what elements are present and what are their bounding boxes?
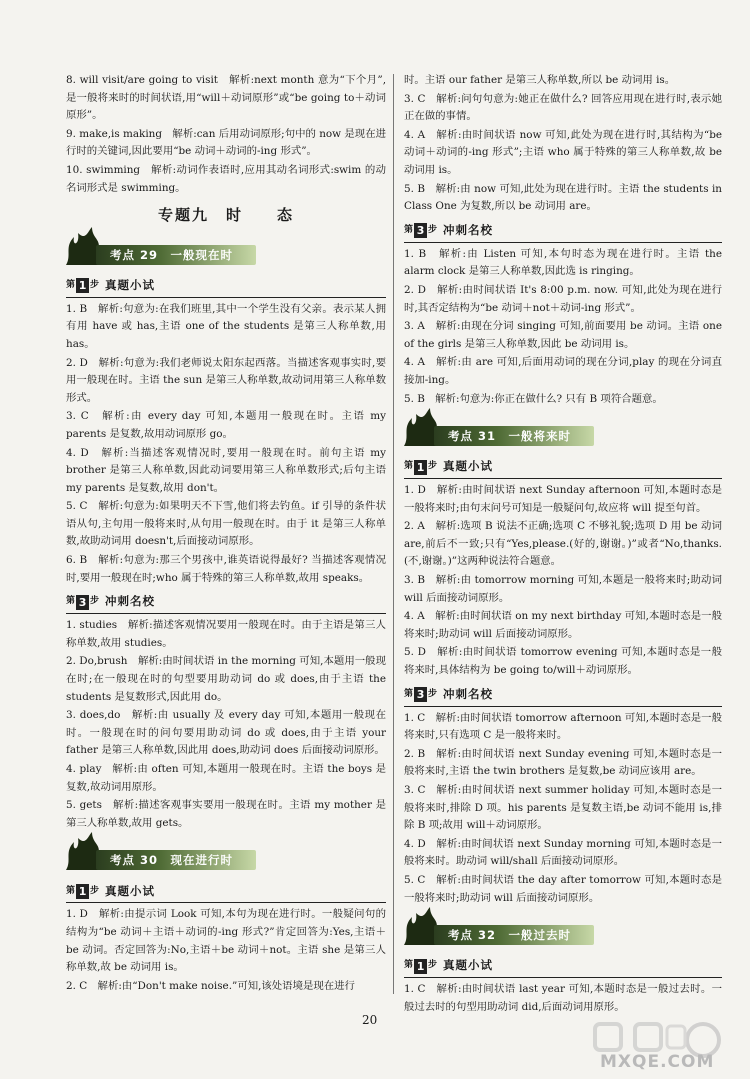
answer-item: 8. will visit/are going to visit 解析:next month 意为“下个月”,是一般将来时的时间状语,用“will＋动词原形”或“be going to＋动词原形”。 <box>66 74 386 122</box>
step-suffix: 步 <box>428 688 438 699</box>
topic-label: 考点 29 一般现在时 <box>110 247 234 262</box>
answer-item: 10. swimming 解析:动词作表语时,应用其动名词形式:swim 的动名词形式是 swimming。 <box>66 163 386 194</box>
pre-items <box>66 72 386 197</box>
answer-item: 4. A 解析:由时间状语 now 可知,此处为现在进行时,其结构为“be 动词＋动词的-ing 形式”;主语 who 属于特殊的第三人称单数,故 be 动词用 is。 <box>404 128 722 176</box>
answer-item: 1. D 解析:由提示词 Look 可知,本句为现在进行时。一般疑问句的结构为“be 动词＋主语＋动词的-ing 形式?”肯定回答为:Yes,主语＋be 动词。否定回答为:No,主语＋be 动词＋not。主语 she 是第三人称单数,故 be 动词用 is。 <box>66 908 386 974</box>
page-number: 20 <box>362 1013 378 1027</box>
step-3-header <box>404 686 722 707</box>
step-title: 真题小试 <box>443 459 494 474</box>
answer-item: 2. D 解析:句意为:我们老师说太阳东起西落。当描述客观事实时,要用一般现在时。主语 the sun 是第三人称单数,故动词用第三人称单数形式。 <box>66 356 386 404</box>
topic-30-step-1-continued <box>404 72 722 216</box>
answer-item: 2. D 解析:由时间状语 It's 8:00 p.m. now. 可知,此处为现在进行时,其否定结构为“be 动词＋not＋动词-ing 形式”。 <box>404 283 722 314</box>
topic-label: 考点 32 一般过去时 <box>448 928 572 943</box>
answer-item: 1. B 解析:由 Listen 可知,本句时态为现在进行时。主语 the alarm clock 是第三人称单数,因此选 is ringing。 <box>404 247 722 278</box>
topic-31-step-1-list <box>404 482 722 680</box>
step-1-header <box>66 882 386 903</box>
step-number-3: 3 <box>76 595 89 610</box>
answer-item: 5. D 解析:由时间状语 tomorrow evening 可知,本题时态是一般将来时,具体结构为 be going to/will＋动词原形。 <box>404 646 722 677</box>
step-title: 冲刺名校 <box>443 686 494 701</box>
step-suffix: 步 <box>428 224 438 235</box>
answer-item: 6. B 解析:句意为:那三个男孩中,谁英语说得最好? 当描述客观情况时,要用一般现在时;who 属于特殊的第三人称单数,故用 speaks。 <box>66 554 386 584</box>
step-number-3: 3 <box>414 223 427 238</box>
step-prefix: 第 <box>404 960 414 971</box>
answer-item: 5. B 解析:句意为:你正在做什么? 只有 B 项符合题意。 <box>404 392 663 405</box>
answer-item: 4. D 解析:由时间状语 next Sunday morning 可知,本题时态是一般将来时。助动词 will/shall 后面接动词原形。 <box>404 837 722 868</box>
answer-item: 3. C 解析:由时间状语 next summer holiday 可知,本题时态是一般将来时,排除 D 项。his parents 是复数主语,be 动词不能用 is,排除 B 项;故用 will＋动词原形。 <box>404 784 722 832</box>
topic-31-banner <box>404 412 722 452</box>
topic-29-step-1-list <box>66 301 386 588</box>
answer-item: 5. B 解析:由 now 可知,此处为现在进行时。主语 the students in Class One 为复数,所以 be 动词用 are。 <box>404 182 722 213</box>
step-number-3: 3 <box>414 687 427 702</box>
answer-item: 2. B 解析:由时间状语 next Sunday evening 可知,本题时态是一般将来时,主语 the twin brothers 是复数,be 动词应该用 are。 <box>404 747 722 778</box>
topic-32-step-1-list <box>404 981 722 1016</box>
topic-30-step-3-list <box>404 246 722 408</box>
column-divider <box>393 74 394 994</box>
step-suffix: 步 <box>90 885 100 896</box>
answer-item: 9. make,is making 解析:can 后用动词原形;句中的 now 是现在进行时的关键词,因此要用“be 动词＋动词的-ing 形式”。 <box>66 127 386 158</box>
step-1-header <box>404 458 722 479</box>
answer-item: 时。主语 our father 是第三人称单数,所以 be 动词用 is。 <box>404 74 676 86</box>
answer-item: 1. B 解析:句意为:在我们班里,其中一个学生没有父亲。表示某人拥有用 have 或 has,主语 one of the students 是第三人称单数,用 has。 <box>66 302 386 350</box>
answer-item: 3. C 解析:由 every day 可知,本题用一般现在时。主语 my parents 是复数,故用动词原形 go。 <box>66 410 386 440</box>
answer-item: 1. D 解析:由时间状语 next Sunday afternoon 可知,本题时态是一般将来时;由句末问号可知是一般疑问句,故应将 will 提至句首。 <box>404 484 722 514</box>
answer-item: 2. A 解析:选项 B 说法不正确;选项 C 不够礼貌;选项 D 用 be 动词 are,前后不一致;只有“Yes,please.(好的,谢谢。)”或者“No,thanks.(不,谢谢。)”这两种说法符合题意。 <box>404 520 722 568</box>
step-title: 冲刺名校 <box>105 594 156 609</box>
left-column <box>66 72 386 996</box>
step-3-header <box>404 222 722 243</box>
step-suffix: 步 <box>90 596 100 607</box>
topic-label: 考点 31 一般将来时 <box>448 429 572 444</box>
topic-30-banner <box>66 836 386 876</box>
answer-item: 5. C 解析:由时间状语 the day after tomorrow 可知,本题时态是一般将来时;助动词 will 后面接动词原形。 <box>404 873 722 904</box>
step-suffix: 步 <box>90 279 100 290</box>
answer-item: 3. C 解析:问句句意为:她正在做什么? 回答应用现在进行时,表示她正在做的事情。 <box>404 92 722 123</box>
step-1-header <box>404 957 722 978</box>
step-title: 冲刺名校 <box>443 222 494 237</box>
step-title: 真题小试 <box>443 958 494 973</box>
topic-29-banner <box>66 231 386 271</box>
answer-item: 1. C 解析:由时间状语 tomorrow afternoon 可知,本题时态是一般将来时,只有选项 C 是一般将来时。 <box>404 711 722 742</box>
answer-item: 4. A 解析:由时间状语 on my next birthday 可知,本题时态是一般将来时;助动词 will 后面接动词原形。 <box>404 610 722 640</box>
step-suffix: 步 <box>428 960 438 971</box>
step-title: 真题小试 <box>105 883 156 898</box>
answer-item: 3. B 解析:由 tomorrow morning 可知,本题是一般将来时;助动词 will 后面接动词原形。 <box>404 574 722 604</box>
answer-item: 2. Do,brush 解析:由时间状语 in the morning 可知,本题用一般现在时;在一般现在时的句型要用助动词 do 或 does,由于主语 the students 是复数形式,因此用 do。 <box>66 655 386 703</box>
answer-item: 4. play 解析:由 often 可知,本题用一般现在时。主语 the boys 是复数,故动词用原形。 <box>66 763 386 793</box>
step-number-1: 1 <box>76 884 89 899</box>
answer-item: 1. C 解析:由时间状语 last year 可知,本题时态是一般过去时。一般过去时的句型用助动词 did,后面动词用原形。 <box>404 983 722 1013</box>
step-number-1: 1 <box>76 278 89 293</box>
topic-32-banner <box>404 911 722 951</box>
step-number-1: 1 <box>414 959 427 974</box>
topic-label: 考点 30 现在进行时 <box>110 853 234 868</box>
step-prefix: 第 <box>66 279 76 290</box>
step-1-header <box>66 277 386 298</box>
topic-29-step-3-list <box>66 617 386 832</box>
step-prefix: 第 <box>404 688 414 699</box>
topic-30-step-1-list <box>66 906 386 995</box>
answer-item: 4. A 解析:由 are 可知,后面用动词的现在分词,play 的现在分词直接加-ing。 <box>404 356 722 386</box>
answer-item: 5. C 解析:句意为:如果明天不下雪,他们将去钓鱼。if 引导的条件状语从句,主句用一般将来时,从句用一般现在时。由于 it 是第三人称单数,故助动词用 doesn't,后面接动词原形。 <box>66 500 386 548</box>
answer-item: 4. D 解析:当描述客观情况时,要用一般现在时。前句主语 my brother 是第三人称单数,因此动词要用第三人称单数形式;后句主语 my parents 是复数,故用 don't。 <box>66 446 386 494</box>
right-column <box>404 72 722 1017</box>
topic-31-step-3-list <box>404 710 722 908</box>
step-number-1: 1 <box>414 460 427 475</box>
step-prefix: 第 <box>66 596 76 607</box>
chapter-title: 专题九 时 态 <box>157 206 294 225</box>
answer-item: 3. does,do 解析:由 usually 及 every day 可知,本题用一般现在时。一般现在时的问句要用助动词 do 或 does,由于主语 your father 是第三人称单数,因此用 does,助动词 does 后面接动词原形。 <box>66 709 386 757</box>
watermark-text: MXQE.COM <box>600 1052 715 1072</box>
step-title: 真题小试 <box>105 277 156 292</box>
step-prefix: 第 <box>404 224 414 235</box>
step-suffix: 步 <box>428 461 438 472</box>
answer-item: 1. studies 解析:描述客观情况要用一般现在时。由于主语是第三人称单数,故用 studies。 <box>66 619 386 649</box>
step-prefix: 第 <box>66 885 76 896</box>
answer-item: 5. gets 解析:描述客观事实要用一般现在时。主语 my mother 是第三人称单数,故用 gets。 <box>66 799 386 829</box>
answer-item: 3. A 解析:由现在分词 singing 可知,前面要用 be 动词。主语 one of the girls 是第三人称单数,因此 be 动词用 is。 <box>404 320 722 350</box>
answer-item: 2. C 解析:由“Don't make noise.”可知,该处语境是现在进行 <box>66 979 355 992</box>
step-3-header <box>66 593 386 614</box>
step-prefix: 第 <box>404 461 414 472</box>
